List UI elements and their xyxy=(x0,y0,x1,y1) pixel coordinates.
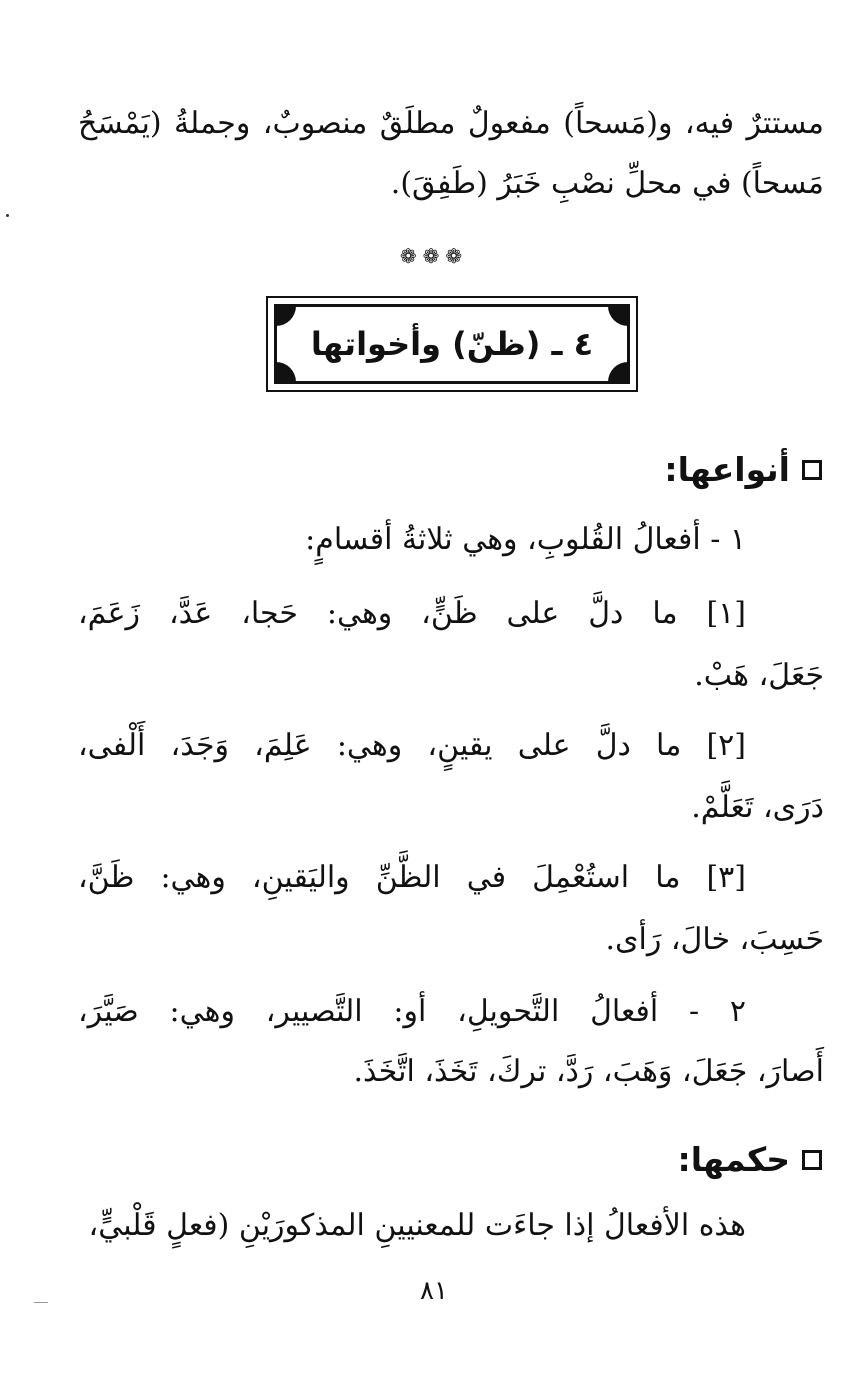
text-line: مستترٌ فيه، و(مَسحاً) مفعولٌ مطلَقٌ منصوبٌ، وجملةُ (يَمْسَحُ xyxy=(78,106,824,141)
text-line: هذه الأفعالُ إذا جاءَت للمعنيينِ المذكورَيْنِ (فعلٍ قَلْبيٍّ، xyxy=(88,1208,746,1243)
section-title-inner-frame xyxy=(274,304,630,384)
text-line: أَصارَ، جَعَلَ، وَهَبَ، رَدَّ، تركَ، تَخَذَ، اتَّخَذَ. xyxy=(353,1054,824,1089)
text-line: جَعَلَ، هَبْ. xyxy=(694,658,824,693)
page-number: ٨١ xyxy=(420,1276,448,1306)
ornament-separator: ❁❁❁ xyxy=(399,244,469,268)
stray-mark xyxy=(34,1302,48,1303)
list-item: [٣] ما استُعْمِلَ في الظَّنِّ واليَقينِ، وهي: ظَنَّ، xyxy=(78,860,746,895)
heading-types-label: أنواعها: xyxy=(664,450,790,489)
text-line: حَسِبَ، خالَ، رَأى. xyxy=(605,922,824,957)
heading-types xyxy=(664,448,822,492)
list-item: [١] ما دلَّ على ظَنٍّ، وهي: حَجا، عَدَّ، زَعَمَ، xyxy=(78,596,746,631)
heading-ruling xyxy=(678,1138,822,1182)
section-title: ٤ ـ (ظنّ) وأخواتها xyxy=(310,325,594,363)
text-line: دَرَى، تَعَلَّمْ. xyxy=(691,790,824,825)
heading-ruling-label: حكمها: xyxy=(677,1140,790,1179)
stray-dot xyxy=(6,214,9,217)
square-bullet-icon xyxy=(802,1150,822,1170)
square-bullet-icon xyxy=(802,460,822,480)
list-item: ١ - أفعالُ القُلوبِ، وهي ثلاثةُ أقسامٍ: xyxy=(305,522,746,557)
list-item: ٢ - أفعالُ التَّحويلِ، أو: التَّصيير، وهي: صَيَّرَ، xyxy=(78,994,746,1029)
list-item: [٢] ما دلَّ على يقينٍ، وهي: عَلِمَ، وَجَدَ، أَلْفى، xyxy=(78,728,746,763)
text-line: مَسحاً) في محلِّ نصْبِ خَبَرُ (طَفِقَ). xyxy=(390,166,824,201)
section-title-frame xyxy=(266,296,638,392)
